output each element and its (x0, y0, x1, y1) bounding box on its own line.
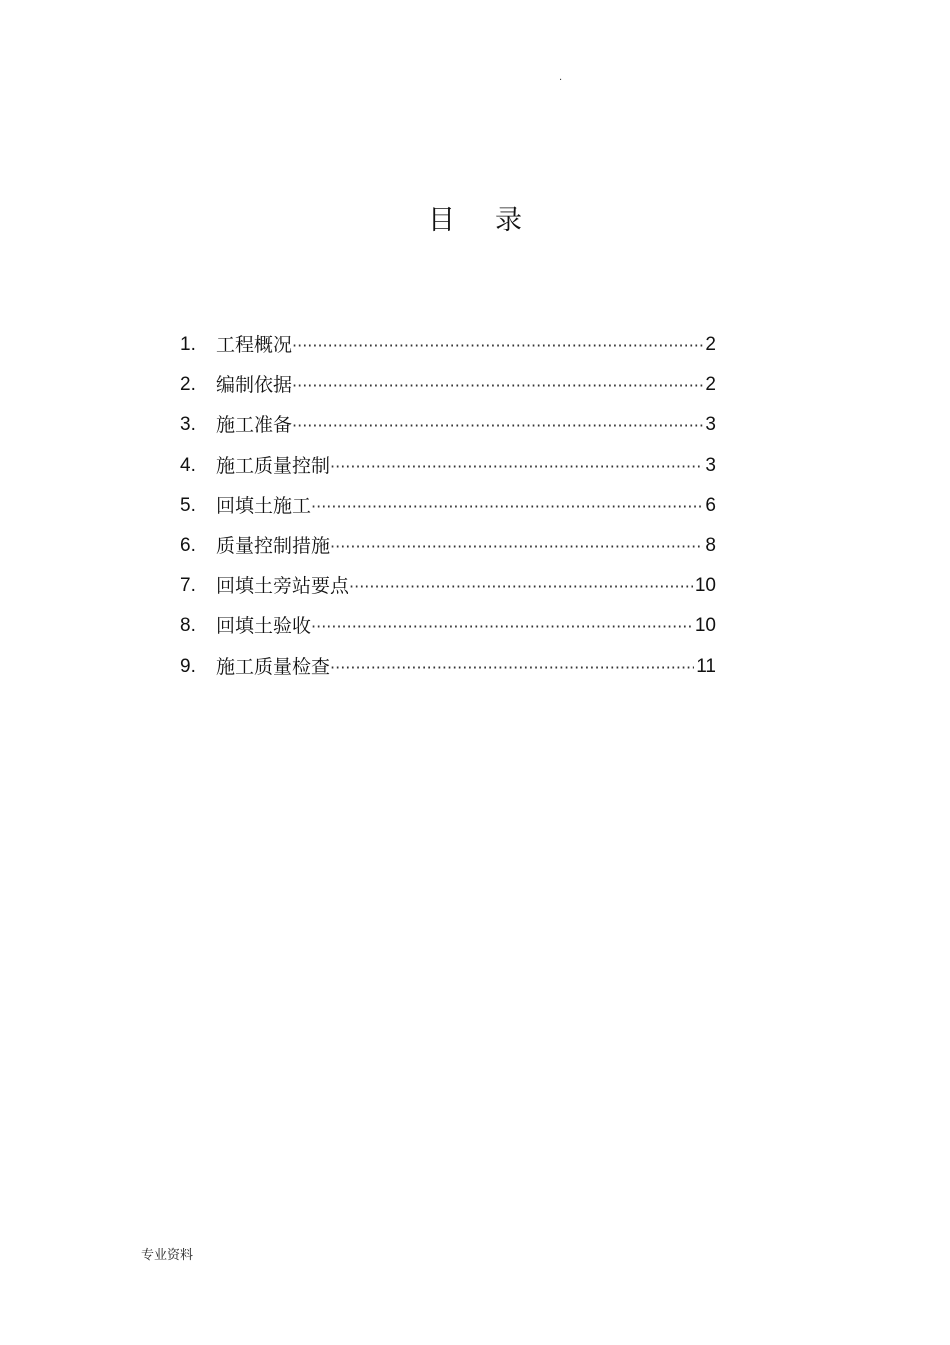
toc-entry-label: 工程概况 (216, 334, 293, 357)
toc-dot-leader (292, 372, 703, 398)
toc-entry-label: 回填土施工 (216, 494, 312, 517)
toc-dot-leader (330, 453, 703, 479)
toc-entry-6[interactable] (180, 526, 740, 566)
toc-entry-4[interactable] (180, 446, 740, 486)
toc-entry-page: 3 (703, 413, 740, 437)
toc-entry-number: 1. (180, 334, 196, 356)
toc-entry-2[interactable] (180, 365, 740, 405)
toc-entry-page: 10 (693, 614, 740, 638)
toc-entry-number: 7. (180, 575, 196, 597)
toc-entry-page: 6 (703, 494, 740, 518)
toc-entry-page: 2 (703, 333, 740, 357)
toc-entry-9[interactable] (180, 647, 740, 687)
header-dot: . (559, 72, 563, 83)
toc-entry-number: 2. (180, 374, 196, 396)
toc-entry-number: 3. (180, 414, 196, 436)
toc-dot-leader (330, 654, 694, 680)
toc-entry-label: 施工准备 (216, 414, 293, 437)
toc-entry-label: 质量控制措施 (216, 535, 331, 558)
page-title (0, 203, 950, 239)
title-char-1: 目 (428, 205, 455, 236)
toc-dot-leader (311, 613, 693, 639)
toc-entry-number: 4. (180, 454, 196, 476)
footer-label: 专业资料 (141, 1248, 194, 1263)
toc-entry-page: 2 (703, 373, 740, 397)
toc-entry-number: 5. (180, 494, 196, 516)
toc-entry-page: 10 (693, 574, 740, 598)
toc-entry-page: 8 (703, 534, 740, 558)
table-of-contents (180, 325, 740, 687)
toc-entry-number: 8. (180, 615, 196, 637)
toc-entry-3[interactable] (180, 405, 740, 445)
toc-entry-1[interactable] (180, 325, 740, 365)
toc-entry-number: 9. (180, 655, 196, 677)
toc-entry-label: 回填土旁站要点 (216, 575, 350, 598)
title-char-2: 录 (495, 205, 522, 236)
toc-entry-number: 6. (180, 535, 196, 557)
toc-dot-leader (311, 493, 703, 519)
toc-entry-7[interactable] (180, 566, 740, 606)
toc-entry-label: 施工质量检查 (216, 655, 331, 678)
toc-entry-label: 施工质量控制 (216, 454, 331, 477)
toc-dot-leader (292, 332, 703, 358)
toc-entry-label: 编制依据 (216, 374, 293, 397)
toc-entry-label: 回填土验收 (216, 615, 312, 638)
toc-dot-leader (349, 573, 693, 599)
toc-entry-5[interactable] (180, 486, 740, 526)
toc-dot-leader (292, 412, 703, 438)
toc-entry-8[interactable] (180, 606, 740, 646)
toc-entry-page: 11 (694, 655, 740, 679)
toc-entry-page: 3 (703, 454, 740, 478)
toc-dot-leader (330, 533, 703, 559)
